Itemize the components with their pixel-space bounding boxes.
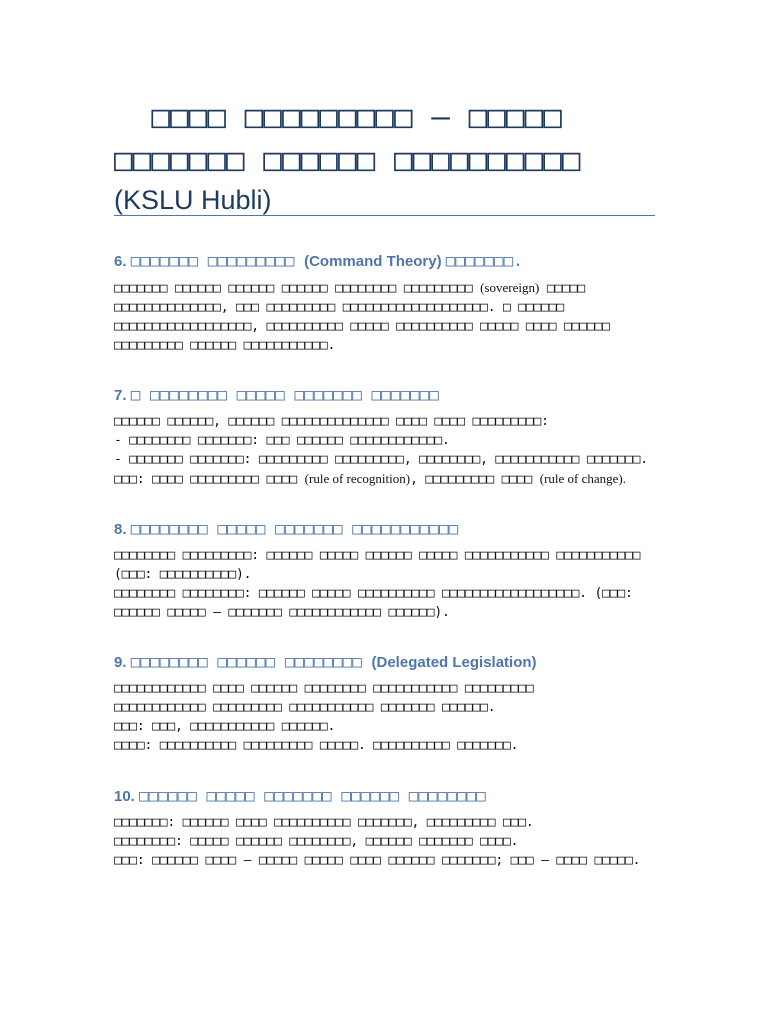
section-7 bbox=[114, 384, 659, 489]
title-divider bbox=[114, 215, 655, 216]
section-body bbox=[114, 546, 659, 622]
section-6 bbox=[114, 250, 659, 355]
body-line bbox=[114, 469, 659, 489]
kannada-text: □□□□: □□□□□□□□□□ □□□□□□□□□ □□□□□. □□□□□□□□□□ □□□□□□□. bbox=[114, 738, 519, 753]
title-line-1: □□□□ □□□□□□□□□ – □□□□□ bbox=[114, 99, 562, 135]
latin-text: (sovereign) bbox=[480, 280, 540, 295]
kannada-text: □□□□□□□□ □□□□□ □□□□□□□ □□□□□□□□□□□ bbox=[130, 519, 459, 538]
kannada-text: □□□□□□□□ □□□□□□□□: □□□□□□ □□□□□ □□□□□□□□□□ □□□□□□□□□□□□□□□□□□. (□□□: bbox=[114, 586, 633, 601]
kannada-text: □□□□□□□□□□□□ □□□□□□□□□ □□□□□□□□□□□ □□□□□□□ □□□□□□. bbox=[114, 700, 496, 715]
latin-text: 6. bbox=[114, 253, 131, 270]
kannada-text: □□□□□□ □□□□□ □□□□□□□ □□□□□□ □□□□□□□□ bbox=[139, 786, 486, 805]
latin-text: 7. bbox=[114, 387, 131, 404]
latin-text: (Delegated Legislation) bbox=[371, 654, 537, 671]
section-body bbox=[114, 679, 659, 755]
section-8 bbox=[114, 518, 659, 622]
latin-text: 8. bbox=[114, 521, 131, 538]
section-heading bbox=[114, 651, 659, 674]
kannada-text: - □□□□□□□□ □□□□□□□: □□□ □□□□□□ □□□□□□□□□□□□. bbox=[114, 433, 450, 448]
section-10 bbox=[114, 785, 659, 870]
body-line bbox=[114, 412, 659, 431]
kannada-text: □□□: □□□, □□□□□□□□□□□ □□□□□□. bbox=[114, 719, 336, 734]
body-line bbox=[114, 851, 659, 870]
kannada-text: □□□□□□□. bbox=[445, 251, 523, 270]
body-line bbox=[114, 736, 659, 755]
latin-text: 9. bbox=[114, 654, 131, 671]
section-heading bbox=[114, 518, 659, 541]
body-line bbox=[114, 546, 659, 565]
body-line bbox=[114, 565, 659, 584]
kannada-text: □□□□□□□□□□□□ □□□□ □□□□□□ □□□□□□□□ □□□□□□□□□□□ □□□□□□□□□ bbox=[114, 681, 534, 696]
body-line bbox=[114, 431, 659, 450]
kannada-text: - □□□□□□□ □□□□□□□: □□□□□□□□□ □□□□□□□□□, □□□□□□□□, □□□□□□□□□□□ □□□□□□□. bbox=[114, 452, 648, 467]
body-line bbox=[114, 832, 659, 851]
latin-text: (rule of change). bbox=[539, 471, 626, 486]
body-line bbox=[114, 813, 659, 832]
title-subtitle: (KSLU Hubli) bbox=[114, 185, 272, 215]
kannada-text: □□□□□□□□□□□□□□□□□□, □□□□□□□□□□ □□□□□ □□□□□□□□□□ □□□□□ □□□□ □□□□□□ bbox=[114, 319, 610, 334]
section-body bbox=[114, 412, 659, 489]
kannada-text: □□□: □□□□ □□□□□□□□□ □□□□ bbox=[114, 472, 305, 487]
body-line bbox=[114, 603, 659, 622]
body-line bbox=[114, 450, 659, 469]
latin-text: (Command Theory) bbox=[304, 253, 446, 270]
section-heading bbox=[114, 384, 659, 407]
kannada-text: □□□□□□ □□□□□ – □□□□□□□ □□□□□□□□□□□□ □□□□□□). bbox=[114, 605, 450, 620]
kannada-text: □□□□□□□ □□□□□□□□□ bbox=[130, 251, 305, 270]
section-heading bbox=[114, 250, 659, 273]
body-line bbox=[114, 584, 659, 603]
section-heading bbox=[114, 785, 659, 808]
kannada-text: □□□□□□ □□□□□□, □□□□□□ □□□□□□□□□□□□□□ □□□□ □□□□ □□□□□□□□□: bbox=[114, 414, 549, 429]
body-line bbox=[114, 717, 659, 736]
body-line bbox=[114, 278, 659, 298]
kannada-text: , □□□□□□□□□ □□□□ bbox=[410, 472, 540, 487]
kannada-text: □□□□□□□□ □□□□□□ □□□□□□□□ bbox=[130, 652, 372, 671]
section-9 bbox=[114, 651, 659, 755]
section-body bbox=[114, 813, 659, 870]
kannada-text: □□□□□□□: □□□□□□ □□□□ □□□□□□□□□□ □□□□□□□, □□□□□□□□□ □□□. bbox=[114, 815, 534, 830]
body-line bbox=[114, 298, 659, 317]
kannada-text: □□□□□ bbox=[539, 281, 586, 296]
body-line bbox=[114, 698, 659, 717]
title-line-2: □□□□□□□ □□□□□□ □□□□□□□□□□ bbox=[114, 142, 581, 178]
kannada-text: □ □□□□□□□□ □□□□□ □□□□□□□ □□□□□□□ bbox=[130, 385, 439, 404]
section-body bbox=[114, 278, 659, 355]
kannada-text: □□□□□□□□□ □□□□□□ □□□□□□□□□□□. bbox=[114, 338, 336, 353]
body-line bbox=[114, 679, 659, 698]
page-title bbox=[114, 96, 659, 217]
body-line bbox=[114, 317, 659, 336]
kannada-text: □□□: □□□□□□ □□□□ – □□□□□ □□□□□ □□□□ □□□□□□ □□□□□□□; □□□ – □□□□ □□□□□. bbox=[114, 853, 641, 868]
latin-text: (rule of recognition) bbox=[304, 471, 411, 486]
body-line bbox=[114, 336, 659, 355]
kannada-text: □□□□□□□□□□□□□□, □□□ □□□□□□□□□ □□□□□□□□□□□□□□□□□□□. □ □□□□□□ bbox=[114, 300, 564, 315]
kannada-text: □□□□□□□ □□□□□□ □□□□□□ □□□□□□ □□□□□□□□ □□□□□□□□□ bbox=[114, 281, 481, 296]
latin-text: 10. bbox=[114, 788, 140, 805]
kannada-text: □□□□□□□□: □□□□□ □□□□□□ □□□□□□□□, □□□□□□ □□□□□□□ □□□□. bbox=[114, 834, 519, 849]
kannada-text: □□□□□□□□ □□□□□□□□□: □□□□□□ □□□□□ □□□□□□ □□□□□ □□□□□□□□□□□ □□□□□□□□□□□ bbox=[114, 548, 641, 563]
kannada-text: (□□□: □□□□□□□□□□). bbox=[114, 567, 252, 582]
